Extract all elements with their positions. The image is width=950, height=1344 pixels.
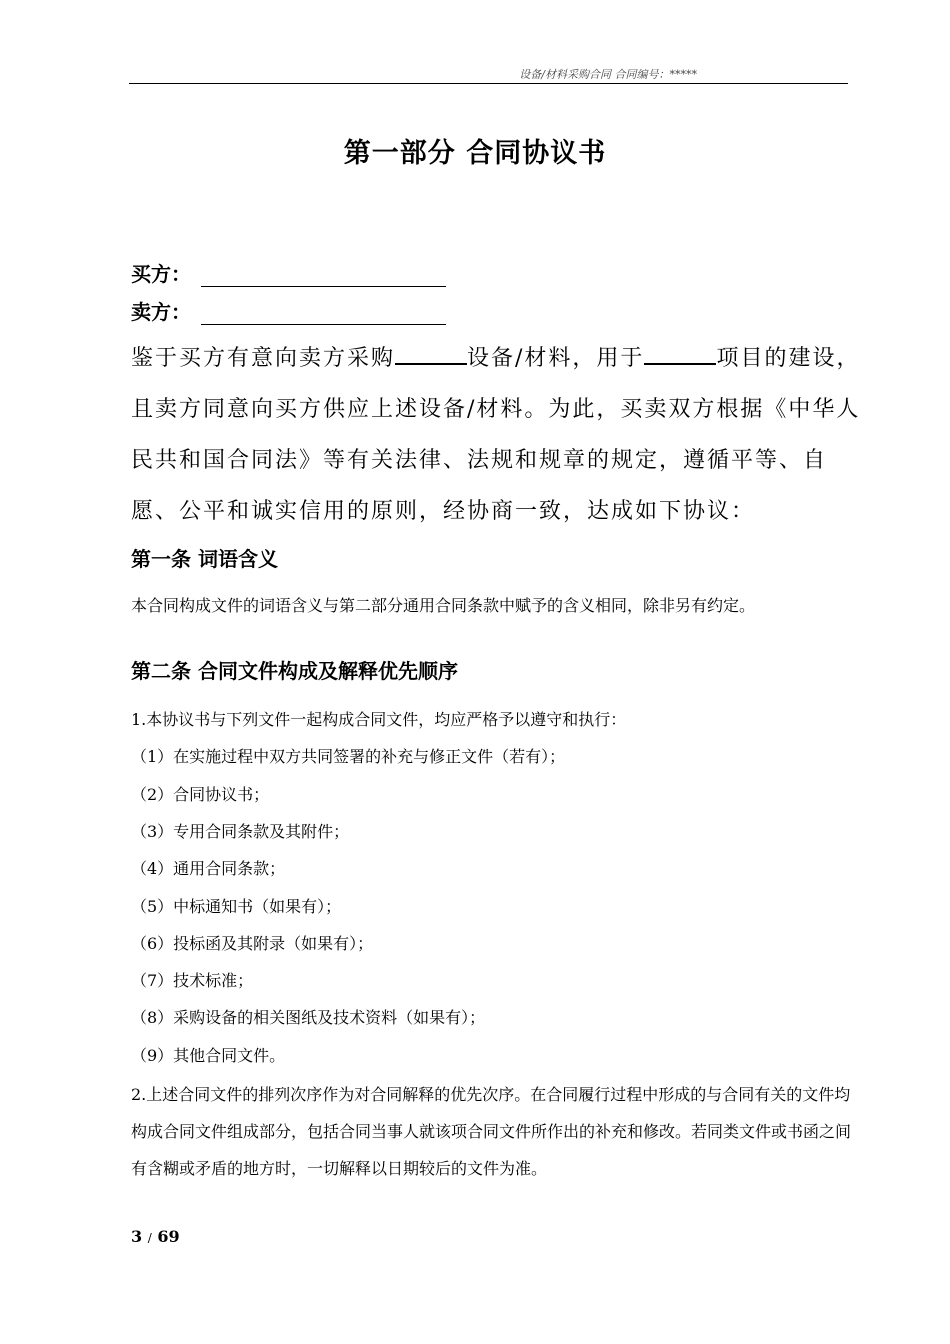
intro-text-3: 项目的建设，且卖方同意向买方供应上述设备/材料。为此，买卖双方根据《中华人民共和国合同法》等有关法律、法规和规章的规定，遵循平等、自愿、公平和诚实信用的原则，经协商一致，达成如下协议： [131,346,861,524]
list-item: （4）通用合同条款； [131,859,286,878]
list-item: （8）采购设备的相关图纸及技术资料（如果有）； [131,1008,486,1027]
list-item: （3）专用合同条款及其附件； [131,822,350,841]
list-item: （5）中标通知书（如果有）； [131,897,342,916]
list-item: （6）投标函及其附录（如果有）； [131,934,374,953]
buyer-row [131,258,446,287]
seller-blank-line [201,304,446,325]
equipment-blank [395,341,467,365]
page-title: 第一部分 合同协议书 [343,138,607,169]
total-pages: 69 [157,1227,180,1246]
article2-item2: 2.上述合同文件的排列次序作为对合同解释的优先次序。在合同履行过程中形成的与合同有关的文件均构成合同文件组成部分，包括合同当事人就该项合同文件所作出的补充和修改。若同类文件或书函之间有含糊或矛盾的地方时，一切解释以日期较后的文件为准。 [131,1085,852,1178]
article1-title: 第一条 词语含义 [131,547,278,571]
buyer-blank-line [201,266,446,287]
current-page: 3 [131,1227,143,1246]
list-item: （1）在实施过程中双方共同签署的补充与修正文件（若有）； [131,747,566,766]
seller-row [131,296,446,325]
header-rule [129,83,848,84]
list-item: （7）技术标准； [131,971,254,990]
seller-label: 卖方： [131,300,191,324]
intro-paragraph [131,333,871,537]
buyer-label: 买方： [131,262,191,286]
list-item: （2）合同协议书； [131,785,270,804]
article1-text: 本合同构成文件的词语含义与第二部分通用合同条款中赋予的含义相同，除非另有约定。 [131,596,756,615]
article2-title: 第二条 合同文件构成及解释优先顺序 [131,659,458,683]
intro-text-2: 设备/材料，用于 [467,346,645,371]
list-item: （9）其他合同文件。 [131,1046,286,1065]
project-blank [644,341,716,365]
article2-item1: 1.本协议书与下列文件一起构成合同文件，均应严格予以遵守和执行： [131,710,627,729]
intro-text-1: 鉴于买方有意向卖方采购 [131,346,396,371]
running-header: 设备/材料采购合同 合同编号：***** [519,68,697,81]
page-separator: / [147,1231,152,1245]
page-number [131,1227,180,1246]
